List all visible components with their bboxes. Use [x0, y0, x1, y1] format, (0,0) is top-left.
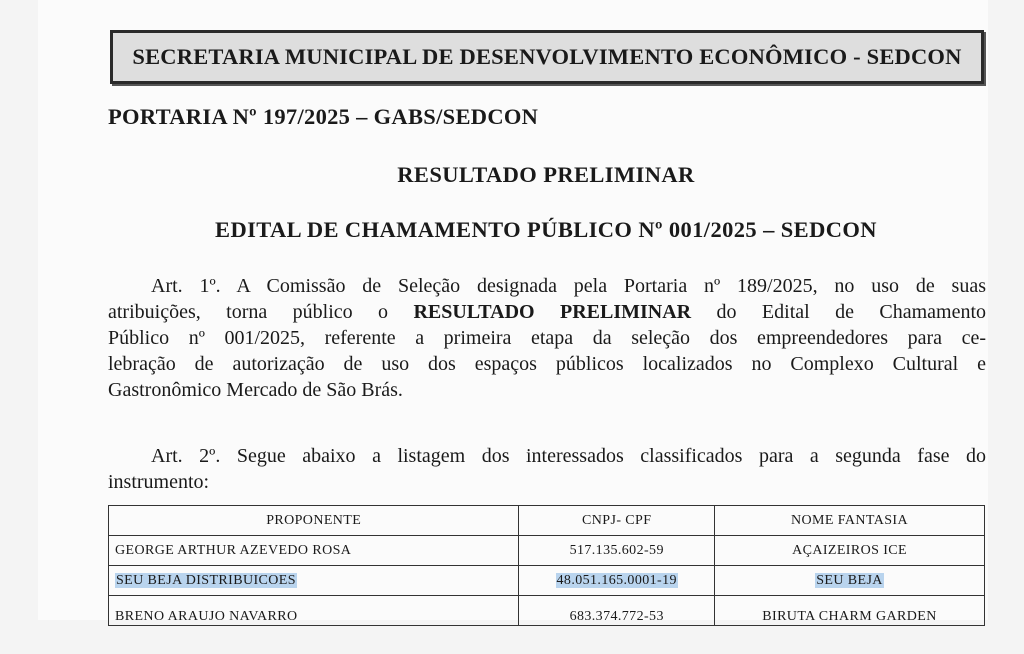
article-2-line-1: Art. 2º. Segue abaixo a listagem dos interessados classificados para a segunda fase do: [151, 445, 986, 467]
article-1-line-2-end: do Edital de Chamamento: [691, 301, 987, 323]
highlighted-text: SEU BEJA: [816, 572, 883, 588]
article-1-line-4: lebração de autorização de uso dos espaços públicos localizados no Complexo Cultural e: [108, 353, 986, 375]
cell-fantasia: [715, 566, 985, 596]
secretaria-header: [110, 30, 984, 84]
secretaria-header-text: SECRETARIA MUNICIPAL DE DESENVOLVIMENTO ECONÔMICO - SEDCON: [132, 44, 962, 69]
article-1-bold-result: RESULTADO PRELIMINAR: [413, 301, 692, 323]
article-1-line-2: [108, 299, 986, 325]
cut-text: 683.374.772-53: [569, 609, 664, 624]
cut-text: BRENO ARAUJO NAVARRO: [115, 609, 298, 624]
edital-title: EDITAL DE CHAMAMENTO PÚBLICO Nº 001/2025 – SEDCON: [215, 217, 877, 242]
cell-proponente: [109, 566, 519, 596]
highlighted-text: SEU BEJA DISTRIBUICOES: [116, 572, 296, 588]
cut-text: BIRUTA CHARM GARDEN: [762, 609, 937, 624]
cell-cnpj: 517.135.602-59: [519, 536, 715, 566]
result-title: RESULTADO PRELIMINAR: [397, 162, 695, 187]
table-row: [109, 596, 985, 626]
cell-cnpj: [519, 566, 715, 596]
cell-fantasia: [715, 596, 985, 626]
page-content: [108, 0, 998, 624]
article-2: [108, 443, 986, 495]
classified-table: [108, 505, 985, 626]
table-row: [109, 536, 985, 566]
article-1-line-3: Público nº 001/2025, referente a primeira etapa da seleção dos empreendedores para ce-: [108, 327, 986, 349]
header-cnpj: CNPJ- CPF: [519, 506, 715, 536]
article-1-line-5: Gastronômico Mercado de São Brás.: [108, 379, 403, 401]
cell-fantasia: AÇAIZEIROS ICE: [715, 536, 985, 566]
highlighted-text: 48.051.165.0001-19: [556, 572, 677, 588]
cell-proponente: GEORGE ARTHUR AZEVEDO ROSA: [109, 536, 519, 566]
article-1: [108, 273, 986, 403]
header-fantasia: NOME FANTASIA: [715, 506, 985, 536]
article-1-line-1: Art. 1º. A Comissão de Seleção designada pela Portaria nº 189/2025, no uso de suas: [151, 275, 986, 297]
article-1-line-2-start: atribuições, torna público o: [108, 301, 414, 323]
table-header-row: [109, 506, 985, 536]
portaria-number: PORTARIA Nº 197/2025 – GABS/SEDCON: [108, 104, 539, 129]
table-row-highlighted: [109, 566, 985, 596]
cell-cnpj: [519, 596, 715, 626]
document-page: [38, 0, 988, 624]
cell-proponente: [109, 596, 519, 626]
header-proponente: PROPONENTE: [109, 506, 519, 536]
article-2-line-2: instrumento:: [108, 471, 210, 493]
